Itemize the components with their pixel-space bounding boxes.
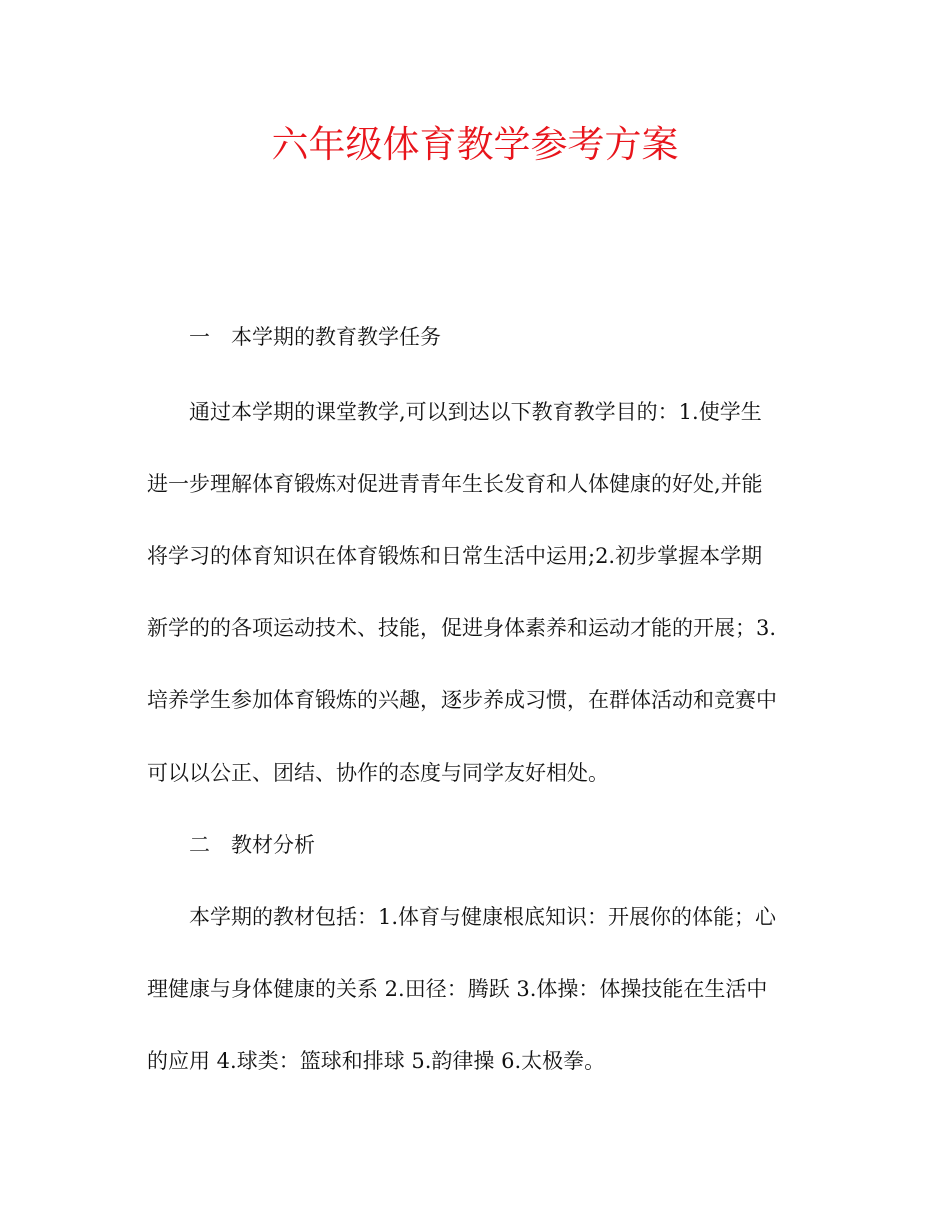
paragraph-1-line-4: 新学的的各项运动技术、技能，促进身体素养和运动才能的开展；3.: [147, 616, 777, 640]
paragraph-2-line-1: 本学期的教材包括：1.体育与健康根底知识：开展你的体能；心: [189, 905, 777, 929]
document-title: 六年级体育教学参考方案: [271, 123, 679, 166]
paragraph-1-line-5: 培养学生参加体育锻炼的兴趣，逐步养成习惯，在群体活动和竞赛中: [147, 688, 777, 712]
paragraph-2-line-2: 理健康与身体健康的关系 2.田径：腾跃 3.体操：体操技能在生活中: [147, 977, 768, 1001]
paragraph-2-line-3: 的应用 4.球类：篮球和排球 5.韵律操 6.太极拳。: [147, 1049, 606, 1073]
section-heading-1: 一 本学期的教育教学任务: [189, 325, 441, 349]
paragraph-1-line-3: 将学习的体育知识在体育锻炼和日常生活中运用;2.初步掌握本学期: [147, 544, 763, 568]
paragraph-1-line-2: 进一步理解体育锻炼对促进青青年生长发育和人体健康的好处,并能: [147, 472, 763, 496]
paragraph-1-line-6: 可以以公正、团结、协作的态度与同学友好相处。: [147, 761, 609, 785]
section-heading-2: 二 教材分析: [189, 833, 315, 857]
paragraph-1-line-1: 通过本学期的课堂教学,可以到达以下教育教学目的：1.使学生: [189, 400, 762, 424]
